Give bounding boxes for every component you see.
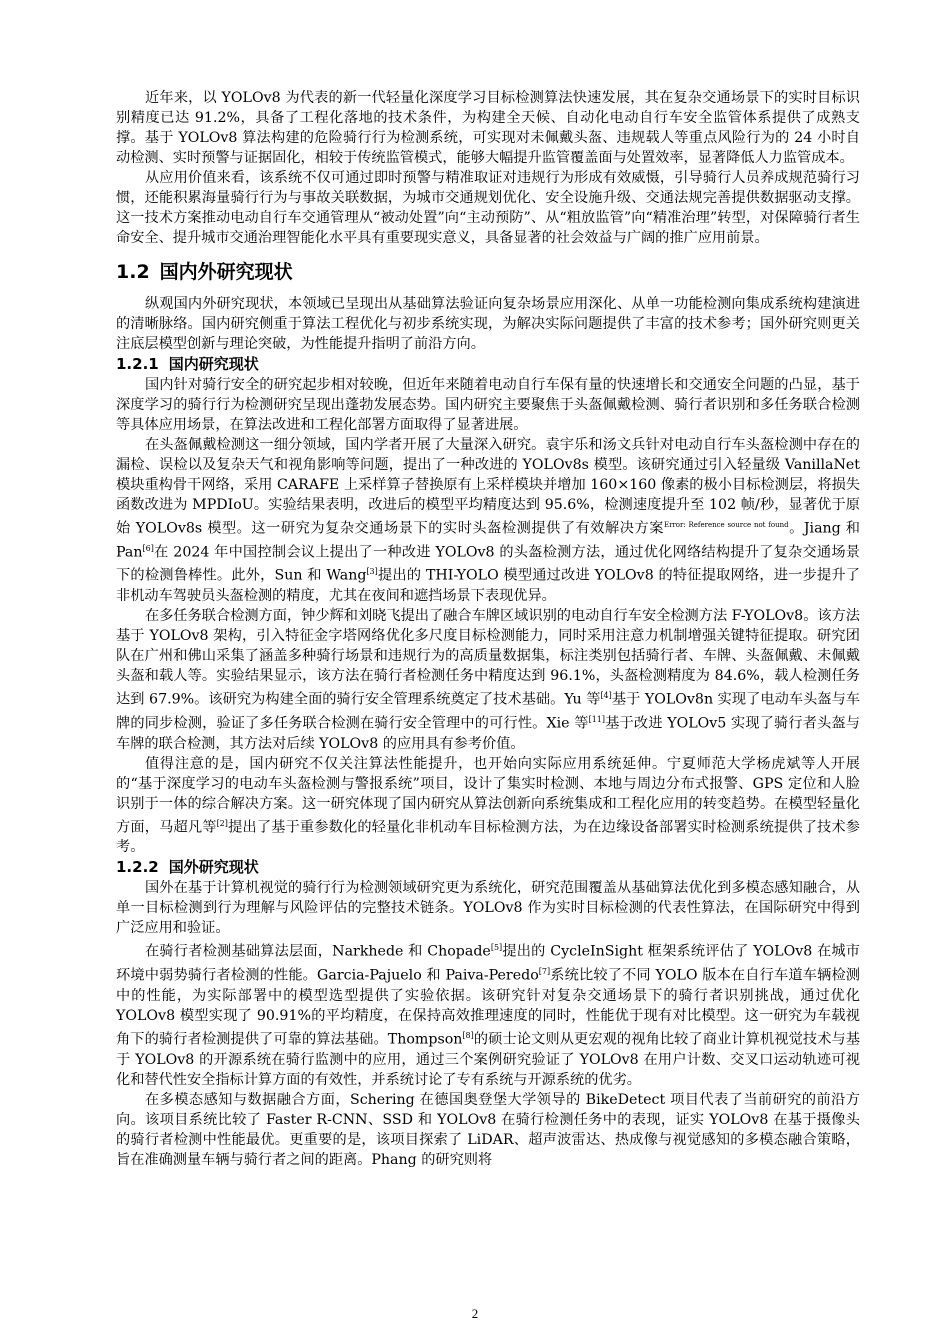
paragraph-cyclist-detection xyxy=(116,938,860,1089)
text-segment: 。Jiang 和 Pan xyxy=(116,520,860,561)
text-segment: 系统比较了不同 YOLO 版本在自行车道车辆检测中的性能，为实际部署中的模型选型提供了实验依据。该研究针对复杂交通场景下的骑行者识别挑战，通过优化 YOLOv8 模型实现了 90.91%的平均精度，在保持高效推理速度的同时，性能优于现有对比模型。这一研究为车载视角下的骑行者检测提供了可靠的算法基础。Thompson xyxy=(116,967,860,1048)
citation-error: Error: Reference source not found xyxy=(663,521,789,529)
text-segment: 值得注意的是，国内研究不仅关注算法性能提升，也开始向实际应用系统延伸。宁夏师范大学杨虎斌等人开展的“基于深度学习的电动车头盔检测与警报系统”项目，设计了集实时检测、本地与周边分布式报警、GPS 定位和人脸识别于一体的综合解决方案。这一研究体现了国内研究从算法创新向系统集成和工程化应用的转变趋势。在模型轻量化方面，马超凡等 xyxy=(116,755,860,836)
text-segment: 在 2024 年中国控制会议上提出了一种改进 YOLOv8 的头盔检测方法，通过优化网络结构提升了复杂交通场景下的检测鲁棒性。此外，Sun 和 Wang xyxy=(116,544,860,585)
page-number: 2 xyxy=(471,1306,479,1321)
paragraph-yolov8-progress: 近年来，以 YOLOv8 为代表的新一代轻量化深度学习目标检测算法快速发展，其在复杂交通场景下的实时目标识别精度已达 91.2%，具备了工程化落地的技术条件，为构建全天候、自动化电动自行车安全监管体系提供了成熟支撑。基于 YOLOv8 算法构建的危险骑行行为检测系统，可实现对未佩戴头盔、违规载人等重点风险行为的 24 小时自动检测、实时预警与证据固化，相较于传统监管模式，能够大幅提升监管覆盖面与处置效率，显著降低人力监管成本。 xyxy=(116,90,860,166)
text-segment: 在多任务联合检测方面，钟少辉和刘晓飞提出了融合车牌区域识别的电动自行车安全检测方法 F-YOLOv8。该方法基于 YOLOv8 架构，引入特征金字塔网络优化多尺度目标检测能力，同时采用注意力机制增强关键特征提取。研究团队在广州和佛山采集了涵盖多种骑行场景和违规行为的高质量数据集，标注类别包括骑行者、车牌、头盔佩戴、未佩戴头盔和载人等。实验结果显示，该方法在骑行者检测任务中精度达到 96.1%，头盔检测精度为 84.6%，载人检测任务达到 67.9%。该研究为构建全面的骑行安全管理系统奠定了技术基础。Yu 等 xyxy=(116,608,860,708)
citation: [2] xyxy=(216,818,228,828)
paragraph-multimodal-fusion: 在多模态感知与数据融合方面，Schering 在德国奥登堡大学领导的 BikeDetect 项目代表了当前研究的前沿方向。该项目系统比较了 Faster R-CNN、SSD 和 YOLOv8 在骑行检测任务中的表现，证实 YOLOv8 在基于摄像头的骑行者检测中性能最优。更重要的是，该项目探索了 LiDAR、超声波雷达、热成像与视觉感知的多模态融合策略，旨在准确测量车辆与骑行者之间的距离。Phang 的研究则将 xyxy=(116,1091,860,1168)
citation: [6] xyxy=(142,543,154,553)
subsection-number: 1.2.1 xyxy=(116,355,159,373)
section-title: 国内外研究现状 xyxy=(159,261,293,283)
subsection-title: 国内研究现状 xyxy=(168,355,259,373)
citation: [5] xyxy=(490,943,503,953)
paragraph-domestic-intro: 国内针对骑行安全的研究起步相对较晚，但近年来随着电动自行车保有量的快速增长和交通安全问题的凸显，基于深度学习的骑行行为检测研究呈现出蓬勃发展态势。国内研究主要聚焦于头盔佩戴检测、骑行者识别和多任务联合检测等具体应用场景，在算法改进和工程化部署方面取得了显著进展。 xyxy=(116,377,860,433)
paragraph-overview: 纵观国内外研究现状，本领域已呈现出从基础算法验证向复杂场景应用深化、从单一功能检测向集成系统构建演进的清晰脉络。国内研究侧重于算法工程优化与初步系统实现，为解决实际问题提供了丰富的技术参考；国外研究则更关注底层模型创新与理论突破，为性能提升指明了前沿方向。 xyxy=(116,296,860,352)
text-segment: 基于改进 YOLOv5 实现了骑行者头盔与车牌的联合检测，其方法对后续 YOLOv8 的应用具有参考价值。 xyxy=(116,715,860,752)
citation: [3] xyxy=(366,567,378,577)
text-segment: 提出的 THI-YOLO 模型通过改进 YOLOv8 的特征提取网络，进一步提升了非机动车驾驶员头盔检测的精度，尤其在夜间和遮挡场景下表现优异。 xyxy=(116,568,861,605)
citation: [4] xyxy=(600,691,612,701)
document-page xyxy=(116,88,860,1170)
section-heading-1-2 xyxy=(116,258,860,286)
paragraph-application-value: 从应用价值来看，该系统不仅可通过即时预警与精准取证对违规行为形成有效威慑，引导骑行人员养成规范骑行习惯，还能积累海量骑行行为与事故关联数据，为城市交通规划优化、安全设施升级、交通法规完善提供数据驱动支撑。这一技术方案推动电动自行车交通管理从“被动处置”向“主动预防”、从“粗放监管”向“精准治理”转型，对保障骑行者生命安全、提升城市交通治理智能化水平具有重要现实意义，具备显著的社会效益与广阔的推广应用前景。 xyxy=(116,170,860,246)
text-segment: 提出了基于重参数化的轻量化非机动车目标检测方法，为在边缘设备部署实时检测系统提供了技术参考。 xyxy=(116,819,860,856)
paragraph-multitask-detection xyxy=(116,606,860,753)
text-segment: 在骑行者检测基础算法层面，Narkhede 和 Chopade xyxy=(145,944,491,961)
text-segment: 提出的 CycleInSight 框架系统评估了 YOLOv8 在城市环境中弱势骑行者检测的性能。Garcia-Pajuelo 和 Paiva-Peredo xyxy=(116,944,860,984)
citation: [8] xyxy=(462,1030,474,1040)
subsection-title: 国外研究现状 xyxy=(168,858,259,877)
citation: [7] xyxy=(538,967,551,977)
paragraph-helmet-detection xyxy=(116,435,860,606)
section-number: 1.2 xyxy=(116,261,150,283)
text-segment: 在头盔佩戴检测这一细分领域，国内学者开展了大量深入研究。袁宇乐和汤文兵针对电动自行车头盔检测中存在的漏检、误检以及复杂天气和视角影响等问题，提出了一种改进的 YOLOv8s 模型。该研究通过引入轻量级 VanillaNet 模块重构骨干网络，采用 CARAFE 上采样算子替换原有上采样模块并增加 160×160 像素的极小目标检测层，将损失函数改进为 MPDIoU。实验结果表明，改进后的模型平均精度达到 95.6%，检测速度提升至 102 帧/秒，显著优于原始 YOLOv8s 模型。这一研究为复杂交通场景下的实时头盔检测提供了有效解决方案 xyxy=(116,437,860,537)
paragraph-system-application xyxy=(116,754,860,858)
subsection-heading-1-2-1 xyxy=(116,354,860,375)
citation: [11] xyxy=(588,714,605,724)
paragraph-foreign-intro: 国外在基于计算机视觉的骑行行为检测领域研究更为系统化，研究范围覆盖从基础算法优化到多模态感知融合，从单一目标检测到行为理解与风险评估的完整技术链条。YOLOv8 作为实时目标检测的代表性算法，在国际研究中得到广泛应用和验证。 xyxy=(116,880,860,937)
text-segment: 的硕士论文则从更宏观的视角比较了商业计算机视觉技术与基于 YOLOv8 的开源系统在骑行监测中的应用，通过三个案例研究验证了 YOLOv8 在用户计数、交叉口运动轨迹可视化和替代性安全指标计算方面的有效性，并系统讨论了专有系统与开源系统的优劣。 xyxy=(116,1031,860,1088)
subsection-number: 1.2.2 xyxy=(116,858,159,877)
text-segment: 基于 YOLOv8n 实现了电动车头盔与车牌的同步检测，验证了多任务联合检测在骑行安全管理中的可行性。Xie 等 xyxy=(116,691,860,732)
subsection-heading-1-2-2 xyxy=(116,857,860,878)
